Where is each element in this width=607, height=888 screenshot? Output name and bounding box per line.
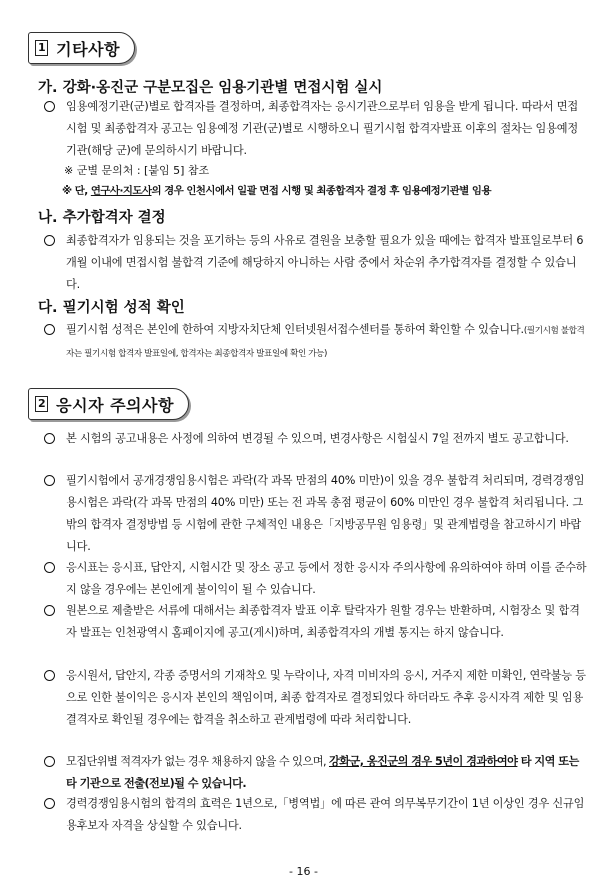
note-contact: ※ 군별 문의처 : [붙임 5] 참조 (64, 164, 210, 177)
circle-bullet-icon (44, 562, 55, 573)
paragraph: 필기시험에서 공개경쟁임용시험은 과락(각 과목 만점의 40% 미만)이 있을 경우 불합격 처리되며, 경력경쟁임용시험은 과락(각 과목 만점의 40% 미만) 또는 전 과목 총점 평균이 60% 미만인 경우 불합격 처리됩니다. 그 밖의 합격자 결정방법 등 시험에 관한 구체적인 내용은「지방공무원 임용령」및 관계법령을 참고하시기 바랍니다. (66, 474, 585, 553)
circle-bullet-icon (44, 605, 55, 616)
list-item (40, 600, 588, 666)
paragraph-emphasis: 타 지역 또는 타 기관으로 전출(전보)될 수 있습니다. (66, 755, 579, 790)
paragraph: 응시표는 응시표, 답안지, 시험시간 및 장소 공고 등에서 정한 응시자 주의사항에 유의하여야 하며 이를 준수하지 않을 경우에는 본인에게 불이익이 될 수 있습니다. (66, 561, 587, 596)
list-item (40, 96, 588, 166)
note-suffix: 의 경우 인천시에서 일괄 면접 시행 및 최종합격자 결정 후 임용예정기관별 임용 (151, 185, 491, 197)
circle-bullet-icon (44, 756, 55, 767)
list-item (40, 751, 588, 795)
subheading-c: 다. 필기시험 성적 확인 (38, 300, 185, 316)
section-number-badge: 2 (35, 396, 48, 412)
list-item (40, 319, 588, 363)
section-header-etc (28, 32, 135, 64)
list-item (40, 557, 588, 601)
paragraph-emphasis-underlined: 강화군, 옹진군의 경우 5년이 경과하여야 (328, 755, 518, 768)
paragraph (66, 319, 588, 365)
paragraph-main: 모집단위별 적격자가 없는 경우 채용하지 않을 수 있으며, (66, 755, 329, 768)
paragraph: 경력경쟁임용시험의 합격의 효력은 1년으로,「병역법」에 따른 관여 의무복무기간이 1년 이상인 경우 신규임용후보자 자격을 상실할 수 있습니다. (66, 797, 585, 832)
circle-bullet-icon (44, 670, 55, 681)
note-underlined: 연구사·지도사 (90, 185, 152, 197)
list-item (40, 470, 588, 558)
paragraph: 본 시험의 공고내용은 사정에 의하여 변경될 수 있으며, 변경사항은 시험실시 7일 전까지 별도 공고합니다. (66, 432, 569, 445)
section-title: 응시자 주의사항 (56, 395, 174, 415)
note-prefix: ※ 단, (62, 185, 91, 197)
section-title: 기타사항 (56, 39, 120, 59)
subheading-b: 나. 추가합격자 결정 (38, 210, 166, 226)
circle-bullet-icon (44, 433, 55, 444)
circle-bullet-icon (44, 101, 55, 112)
paragraph-note: (필기시험 불합격자는 필기시험 합격자 발표일에, 합격자는 최종합격자 발표일에 확인 가능) (66, 326, 585, 359)
list-item (40, 793, 588, 837)
list-item (40, 230, 588, 296)
paragraph-main: 필기시험 성적은 본인에 한하여 지방자치단체 인터넷원서접수센터를 통하여 확인할 수 있습니다. (66, 323, 524, 336)
list-item (40, 428, 588, 472)
paragraph: 최종합격자가 임용되는 것을 포기하는 등의 사유로 결원을 보충할 필요가 있을 때에는 합격자 발표일로부터 6개월 이내에 면접시험 불합격 기준에 해당하지 아니하는 사람 중에서 차순위 추가합격자를 결정할 수 있습니다. (66, 234, 584, 291)
circle-bullet-icon (44, 235, 55, 246)
paragraph (66, 751, 588, 795)
paragraph: 원본으로 제출받은 서류에 대해서는 최종합격자 발표 이후 탈락자가 원할 경우는 반환하며, 시험장소 및 합격자 발표는 인천광역시 홈페이지에 공고(게시)하며, 최종합격자의 개별 통지는 하지 않습니다. (66, 604, 580, 639)
section-header-cautions (28, 388, 189, 420)
circle-bullet-icon (44, 475, 55, 486)
paragraph: 임용예정기관(군)별로 합격자를 결정하며, 최종합격자는 응시기관으로부터 임용을 받게 됩니다. 따라서 면접시험 및 최종합격자 공고는 임용예정 기관(군)별로 시행하오니 필기시험 합격자발표 이후의 절차는 임용예정 기관(해당 군)에 문의하시기 바랍니다. (66, 100, 578, 157)
circle-bullet-icon (44, 324, 55, 335)
circle-bullet-icon (44, 798, 55, 809)
note-research-staff (62, 181, 491, 201)
paragraph: 응시원서, 답안지, 각종 증명서의 기재착오 및 누락이나, 자격 미비자의 응시, 거주지 제한 미확인, 연락불능 등으로 인한 불이익은 응시자 본인의 책임이며, 최종 합격자로 결정되었다 하더라도 추후 응시자격 제한 및 임용결격자로 확인될 경우에는 합격을 취소하고 관계법령에 따라 처리합니다. (66, 669, 586, 726)
page-number: - 16 - (289, 865, 318, 878)
section-number-badge: 1 (35, 40, 48, 56)
subheading-a: 가. 강화·옹진군 구분모집은 임용기관별 면접시험 실시 (38, 80, 383, 96)
list-item (40, 665, 588, 753)
